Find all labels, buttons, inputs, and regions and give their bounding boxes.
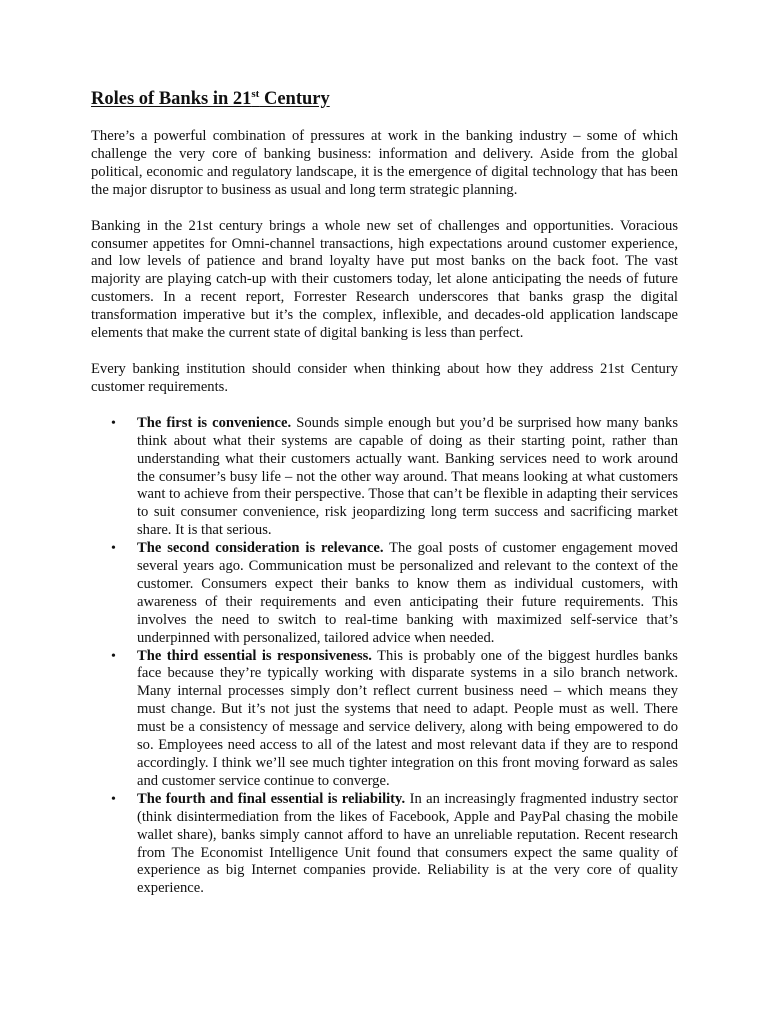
document-page	[91, 88, 678, 898]
consider-paragraph: Every banking institution should consider when thinking about how they address 21st Century customer requirements.	[91, 360, 678, 395]
challenges-paragraph: Banking in the 21st century brings a whole new set of challenges and opportunities. Voracious consumer appetites for Omni-channel transactions, high expectations around customer experience, and low levels of patience and brand loyalty have put most banks on the back foot. The vast majority are playing catch-up with their customers today, let alone anticipating the needs of future customers. In a recent report, Forrester Research underscores that banks grasp the digital transformation imperative but it’s the complex, inflexible, and decades-old application landscape elements that make the current state of digital banking is less than perfect.	[91, 217, 678, 342]
list-item-text: This is probably one of the biggest hurdles banks face because they’re typically working with disparate systems in a silo branch network. Many internal processes simply don’t reflect current business need – which means they must change. But it’s not just the systems that need to adapt. People must as well. There must be a consistency of message and service delivery, along with being empowered to do so. Employees need access to all of the latest and most relevant data if they are to respond accordingly. I think we’ll see much tighter integration on this front moving forward as sales and customer service continue to converge.	[137, 647, 678, 789]
list-item-lead: The fourth and final essential is reliability.	[137, 790, 406, 807]
list-item-responsiveness	[91, 648, 678, 791]
list-item-convenience	[91, 415, 678, 540]
list-item-lead: The third essential is responsiveness.	[137, 647, 372, 664]
list-item-reliability	[91, 791, 678, 898]
list-item-lead: The first is convenience.	[137, 414, 292, 431]
list-item-text: The goal posts of customer engagement moved several years ago. Communication must be personalized and relevant to the context of the customer. Consumers expect their banks to know them as individual customers, with awareness of their requirements and even anticipating their future requirements. This involves the need to switch to real-time banking with maximized self-service that’s underpinned with personalized, tailored advice when needed.	[137, 540, 678, 646]
bullet-icon: •	[111, 648, 116, 664]
bullet-icon: •	[111, 415, 116, 431]
list-item-relevance	[91, 540, 678, 647]
list-item-text: Sounds simple enough but you’d be surprised how many banks think about what their systems are capable of doing as their starting point, rather than understanding what their customers actually want. Banking services need to work around the consumer’s busy life – not the other way around. That means looking at what customers want to achieve from their perspective. Those that can’t be flexible in adapting their services to suit consumer convenience, risk jeopardizing long term success and sacrificing market share. It is that serious.	[137, 414, 678, 539]
list-item-lead: The second consideration is relevance.	[137, 540, 384, 557]
essentials-list	[91, 415, 678, 898]
title-main: Roles of Banks in 21	[91, 89, 252, 109]
intro-paragraph: There’s a powerful combination of pressures at work in the banking industry – some of which challenge the very core of banking business: information and delivery. Aside from the global political, economic and regulatory landscape, it is the emergence of digital technology that has been the major disruptor to business as usual and long term strategic planning.	[91, 128, 678, 198]
list-item-text: In an increasingly fragmented industry sector (think disintermediation from the likes of Facebook, Apple and PayPal chasing the mobile wallet share), banks simply cannot afford to have an unreliable reputation. Recent research from The Economist Intelligence Unit found that consumers expect the same quality of experience as big Internet companies provide. Reliability is at the very core of quality experience.	[137, 790, 678, 897]
bullet-icon: •	[111, 791, 116, 807]
title-superscript: st	[251, 87, 260, 100]
bullet-icon: •	[111, 541, 116, 557]
title-tail: Century	[259, 89, 330, 109]
document-title	[91, 88, 678, 110]
